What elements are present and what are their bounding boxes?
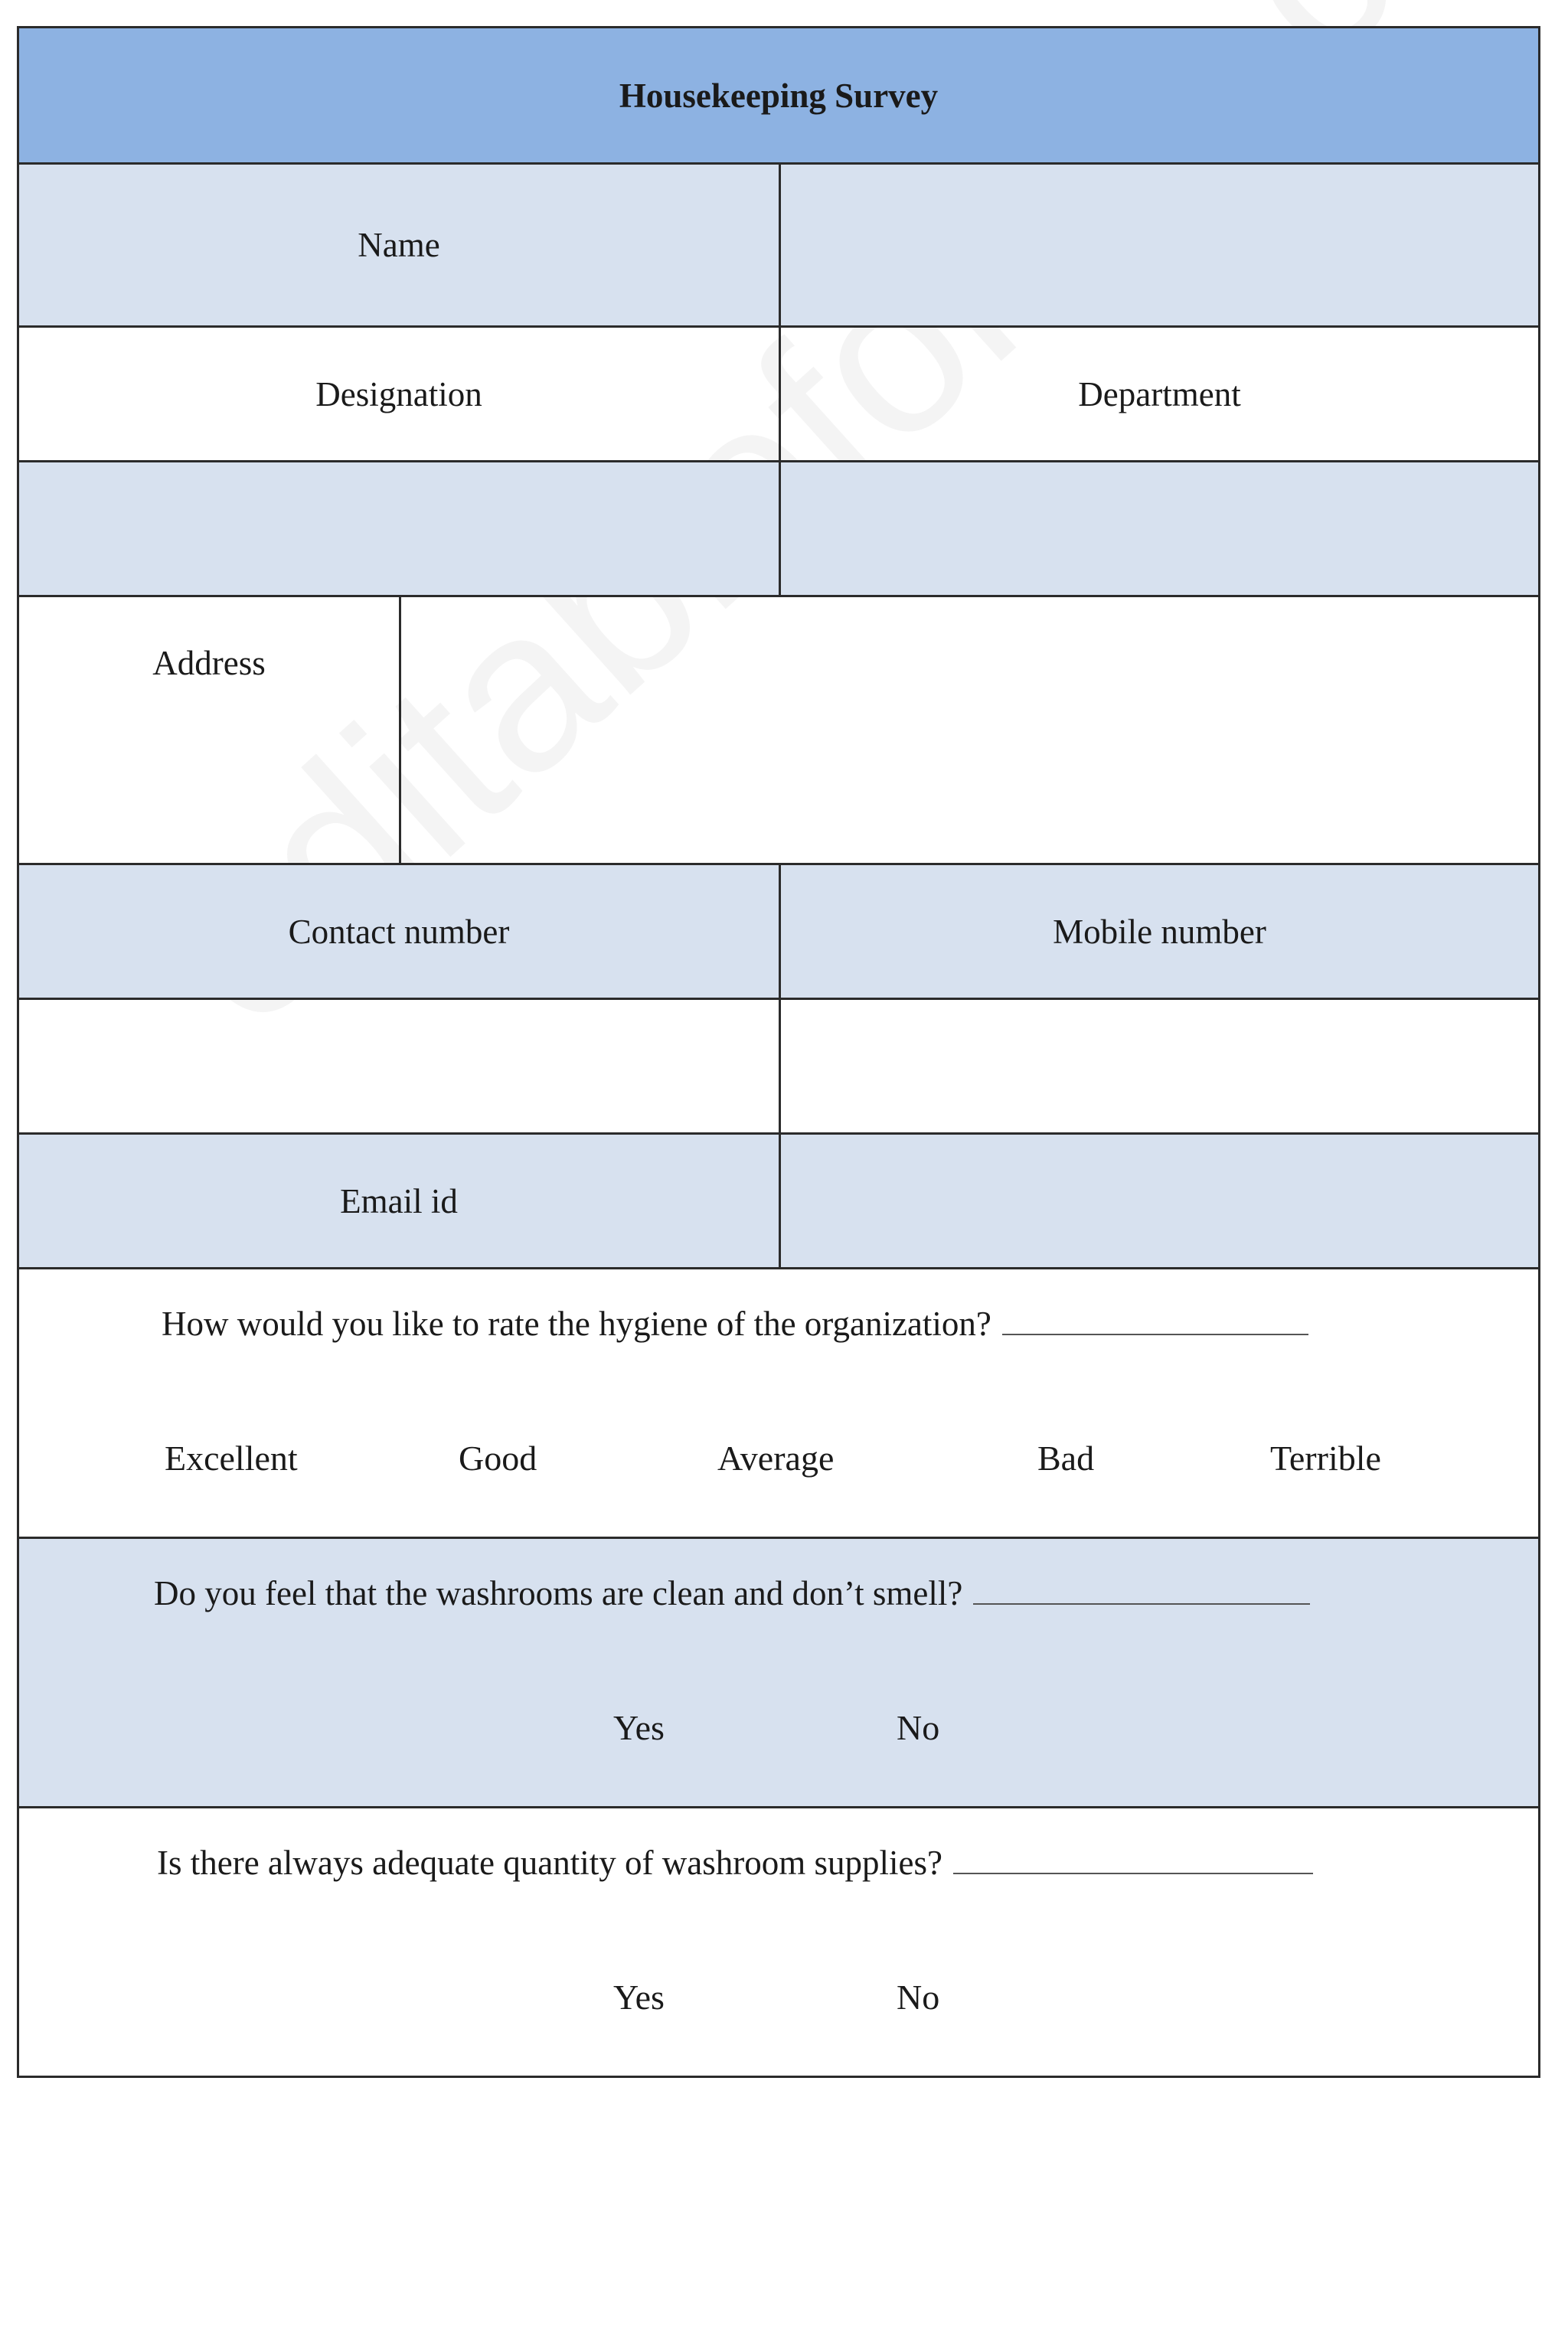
designation-field[interactable] xyxy=(19,462,779,595)
form-title: Housekeeping Survey xyxy=(619,76,939,115)
answer-blank[interactable] xyxy=(973,1600,1310,1605)
address-field[interactable] xyxy=(399,597,1538,863)
mobile-number-label: Mobile number xyxy=(779,865,1538,998)
contact-mobile-row xyxy=(19,863,1538,998)
option-no[interactable]: No xyxy=(897,1708,940,1747)
name-field[interactable] xyxy=(779,165,1538,325)
question-washroom-clean xyxy=(19,1537,1538,1806)
option-yes[interactable]: Yes xyxy=(613,1708,665,1747)
question-washroom-supplies xyxy=(19,1806,1538,2076)
housekeeping-survey-form xyxy=(17,26,1540,2078)
name-label: Name xyxy=(358,226,440,264)
answer-blank[interactable] xyxy=(953,1870,1313,1874)
designation-label: Designation xyxy=(315,374,482,413)
designation-department-input-row xyxy=(19,460,1538,595)
question-washroom-clean-text: Do you feel that the washrooms are clean and don’t smell? xyxy=(154,1573,1310,1613)
question-hygiene xyxy=(19,1267,1538,1537)
option-yes[interactable]: Yes xyxy=(613,1978,665,2017)
option-excellent[interactable]: Excellent xyxy=(165,1439,298,1478)
designation-department-row xyxy=(19,325,1538,460)
email-row xyxy=(19,1132,1538,1267)
answer-blank[interactable] xyxy=(1002,1331,1308,1335)
department-field[interactable] xyxy=(779,462,1538,595)
mobile-number-field[interactable] xyxy=(779,1000,1538,1132)
option-terrible[interactable]: Terrible xyxy=(1270,1439,1381,1478)
department-label: Department xyxy=(779,328,1538,460)
option-bad[interactable]: Bad xyxy=(1037,1439,1095,1478)
option-average[interactable]: Average xyxy=(717,1439,835,1478)
email-id-field[interactable] xyxy=(779,1135,1538,1267)
address-row xyxy=(19,595,1538,863)
name-row xyxy=(19,162,1538,325)
contact-number-field[interactable] xyxy=(19,1000,779,1132)
option-no[interactable]: No xyxy=(897,1978,940,2017)
address-label: Address xyxy=(152,644,266,682)
question-hygiene-text: How would you like to rate the hygiene of the organization? xyxy=(162,1304,1308,1344)
contact-mobile-input-row xyxy=(19,998,1538,1132)
question-washroom-supplies-text: Is there always adequate quantity of washroom supplies? xyxy=(157,1843,1313,1883)
option-good[interactable]: Good xyxy=(459,1439,537,1478)
form-header xyxy=(19,28,1538,162)
email-id-label: Email id xyxy=(340,1181,458,1220)
contact-number-label: Contact number xyxy=(288,912,510,951)
